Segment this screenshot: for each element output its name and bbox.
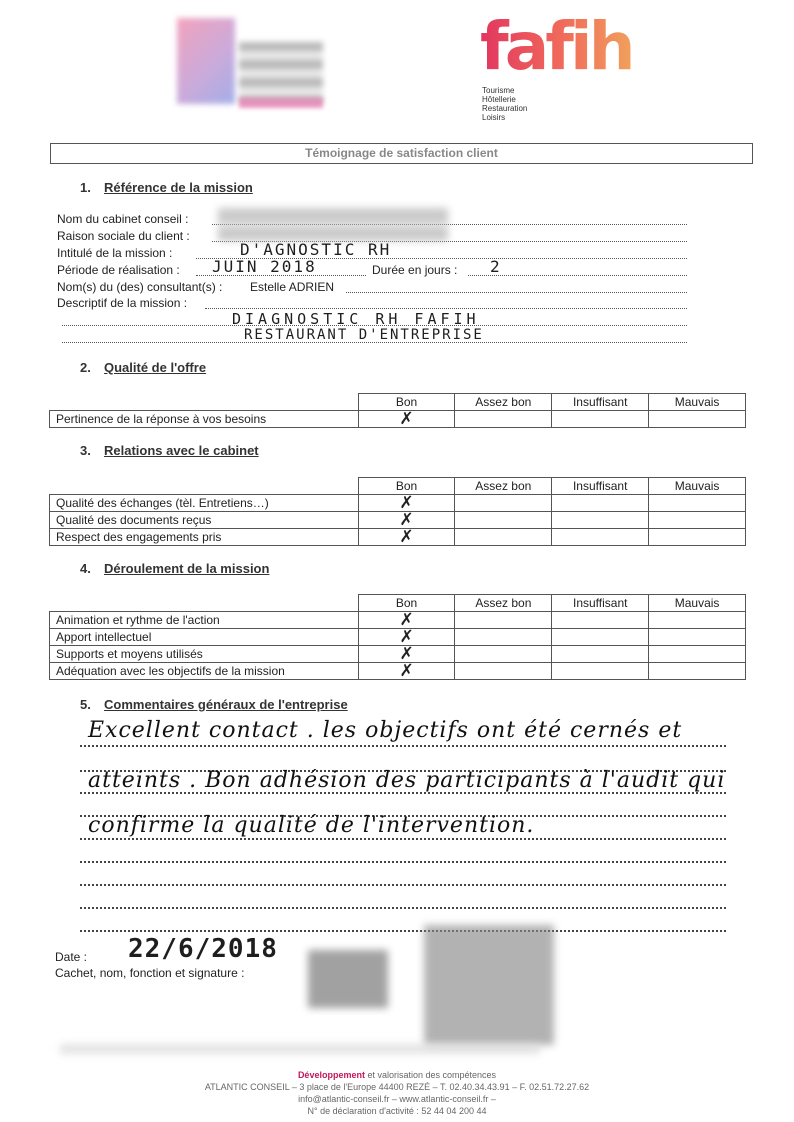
- fine-print-blurred: [60, 1044, 540, 1054]
- comment-text-1: Excellent contact . les objectifs ont été cernés et: [88, 718, 683, 743]
- table-row: [50, 495, 746, 512]
- section-5-heading: [80, 697, 348, 712]
- periode-label: Période de réalisation :: [57, 263, 180, 277]
- comment-text-2: atteints . Bon adhésion des participants à l'audit qui: [88, 768, 726, 793]
- col-mauvais: Mauvais: [649, 394, 746, 411]
- checkmark-cross: ✗: [358, 646, 455, 663]
- intitule-value: D'AGNOSTIC RH: [240, 240, 392, 259]
- col-bon: Bon: [358, 478, 455, 495]
- fafih-tag-3: Restauration: [482, 104, 528, 113]
- document-title: Témoignage de satisfaction client: [50, 143, 753, 164]
- section-5-number: 5.: [80, 697, 91, 712]
- company-stamp-blurred: [424, 925, 554, 1045]
- table-relations: [49, 477, 746, 546]
- checkmark-cross: ✗: [358, 663, 455, 680]
- checkmark-cross: ✗: [358, 411, 455, 428]
- footer-line-1: [0, 1069, 794, 1081]
- table-row: [50, 612, 746, 629]
- col-assez-bon: Assez bon: [455, 595, 552, 612]
- section-2-number: 2.: [80, 360, 91, 375]
- checkmark-cross: ✗: [358, 512, 455, 529]
- date-label: Date :: [55, 950, 88, 964]
- footer-line-1-rest: et valorisation des compétences: [364, 1070, 497, 1080]
- row-label: Apport intellectuel: [50, 629, 359, 646]
- section-4-number: 4.: [80, 561, 91, 576]
- cabinet-dots: [212, 224, 687, 225]
- row-label: Qualité des échanges (tèl. Entretiens…): [50, 495, 359, 512]
- section-3-heading: [80, 443, 259, 458]
- section-4-title: Déroulement de la mission: [104, 561, 270, 576]
- descriptif-label: Descriptif de la mission :: [57, 296, 188, 310]
- row-label: Respect des engagements pris: [50, 529, 359, 546]
- footer-bold: Développement: [297, 1070, 365, 1080]
- signature-label: Cachet, nom, fonction et signature :: [55, 966, 245, 980]
- cabinet-value-blurred: [218, 208, 448, 224]
- descriptif-dots-1: [205, 308, 687, 309]
- row-label: Adéquation avec les objectifs de la mission: [50, 663, 359, 680]
- col-insuffisant: Insuffisant: [552, 394, 649, 411]
- checkmark-cross: ✗: [358, 495, 455, 512]
- table-row: [50, 411, 746, 428]
- table-row: [50, 629, 746, 646]
- consultant-value: Estelle ADRIEN: [250, 280, 335, 294]
- section-1-title: Référence de la mission: [104, 180, 253, 195]
- comment-line-7: [80, 884, 726, 886]
- row-label: Animation et rythme de l'action: [50, 612, 359, 629]
- comment-line-1: [80, 745, 726, 747]
- col-insuffisant: Insuffisant: [552, 595, 649, 612]
- partner-logo-blurred: [173, 14, 333, 110]
- section-3-number: 3.: [80, 443, 91, 458]
- table-deroulement: [49, 594, 746, 680]
- section-3-title: Relations avec le cabinet: [104, 443, 259, 458]
- row-label: Supports et moyens utilisés: [50, 646, 359, 663]
- fafih-logo-word: fafih: [480, 8, 632, 85]
- fafih-logo: [480, 8, 632, 124]
- date-value: 22/6/2018: [128, 934, 278, 964]
- table-row: [50, 512, 746, 529]
- checkmark-cross: ✗: [358, 529, 455, 546]
- comment-line-5: [80, 838, 726, 840]
- client-label: Raison sociale du client :: [57, 229, 190, 243]
- section-4-heading: [80, 561, 269, 576]
- comment-text-3: confirme la qualité de l'intervention.: [88, 813, 535, 838]
- periode-value: JUIN 2018: [212, 257, 317, 276]
- col-mauvais: Mauvais: [649, 478, 746, 495]
- checkmark-cross: ✗: [358, 612, 455, 629]
- footer-line-4: N° de déclaration d'activité : 52 44 04 200 44: [307, 1106, 487, 1116]
- footer-line-2: ATLANTIC CONSEIL – 3 place de l'Europe 44400 REZÉ – T. 02.40.34.43.91 – F. 02.51.72.27.62: [204, 1082, 590, 1092]
- section-2-heading: [80, 360, 206, 375]
- fafih-tag-1: Tourisme: [482, 86, 515, 95]
- table-header-spacer: [50, 394, 359, 411]
- table-row: [50, 646, 746, 663]
- client-value-blurred: [218, 226, 448, 241]
- col-insuffisant: Insuffisant: [552, 478, 649, 495]
- consultant-dots: [346, 292, 687, 293]
- fafih-tag-2: Hôtellerie: [482, 95, 516, 104]
- table-offre: [49, 393, 746, 428]
- cabinet-label: Nom du cabinet conseil :: [57, 212, 189, 226]
- col-bon: Bon: [358, 595, 455, 612]
- col-mauvais: Mauvais: [649, 595, 746, 612]
- comment-line-6: [80, 861, 726, 863]
- row-label: Pertinence de la réponse à vos besoins: [50, 411, 359, 428]
- checkmark-cross: ✗: [358, 629, 455, 646]
- signature-name-blurred: [308, 950, 388, 1008]
- descriptif-value-1: DIAGNOSTIC RH FAFIH: [232, 310, 480, 328]
- fafih-tag-4: Loisirs: [482, 113, 506, 122]
- duree-label: Durée en jours :: [372, 263, 458, 277]
- section-5-title: Commentaires généraux de l'entreprise: [104, 697, 348, 712]
- consultant-label: Nom(s) du (des) consultant(s) :: [57, 280, 223, 294]
- intitule-label: Intitulé de la mission :: [57, 246, 173, 260]
- comment-line-8: [80, 907, 726, 909]
- row-label: Qualité des documents reçus: [50, 512, 359, 529]
- section-2-title: Qualité de l'offre: [104, 360, 207, 375]
- duree-value: 2: [490, 257, 502, 276]
- footer-line-3: info@atlantic-conseil.fr – www.atlantic-conseil.fr –: [298, 1094, 496, 1104]
- table-row: [50, 663, 746, 680]
- section-1-number: 1.: [80, 180, 91, 195]
- col-bon: Bon: [358, 394, 455, 411]
- comment-line-9: [80, 930, 726, 932]
- descriptif-value-2: RESTAURANT D'ENTREPRISE: [244, 327, 484, 343]
- col-assez-bon: Assez bon: [455, 394, 552, 411]
- col-assez-bon: Assez bon: [455, 478, 552, 495]
- table-row: [50, 529, 746, 546]
- section-1-heading: [80, 180, 253, 195]
